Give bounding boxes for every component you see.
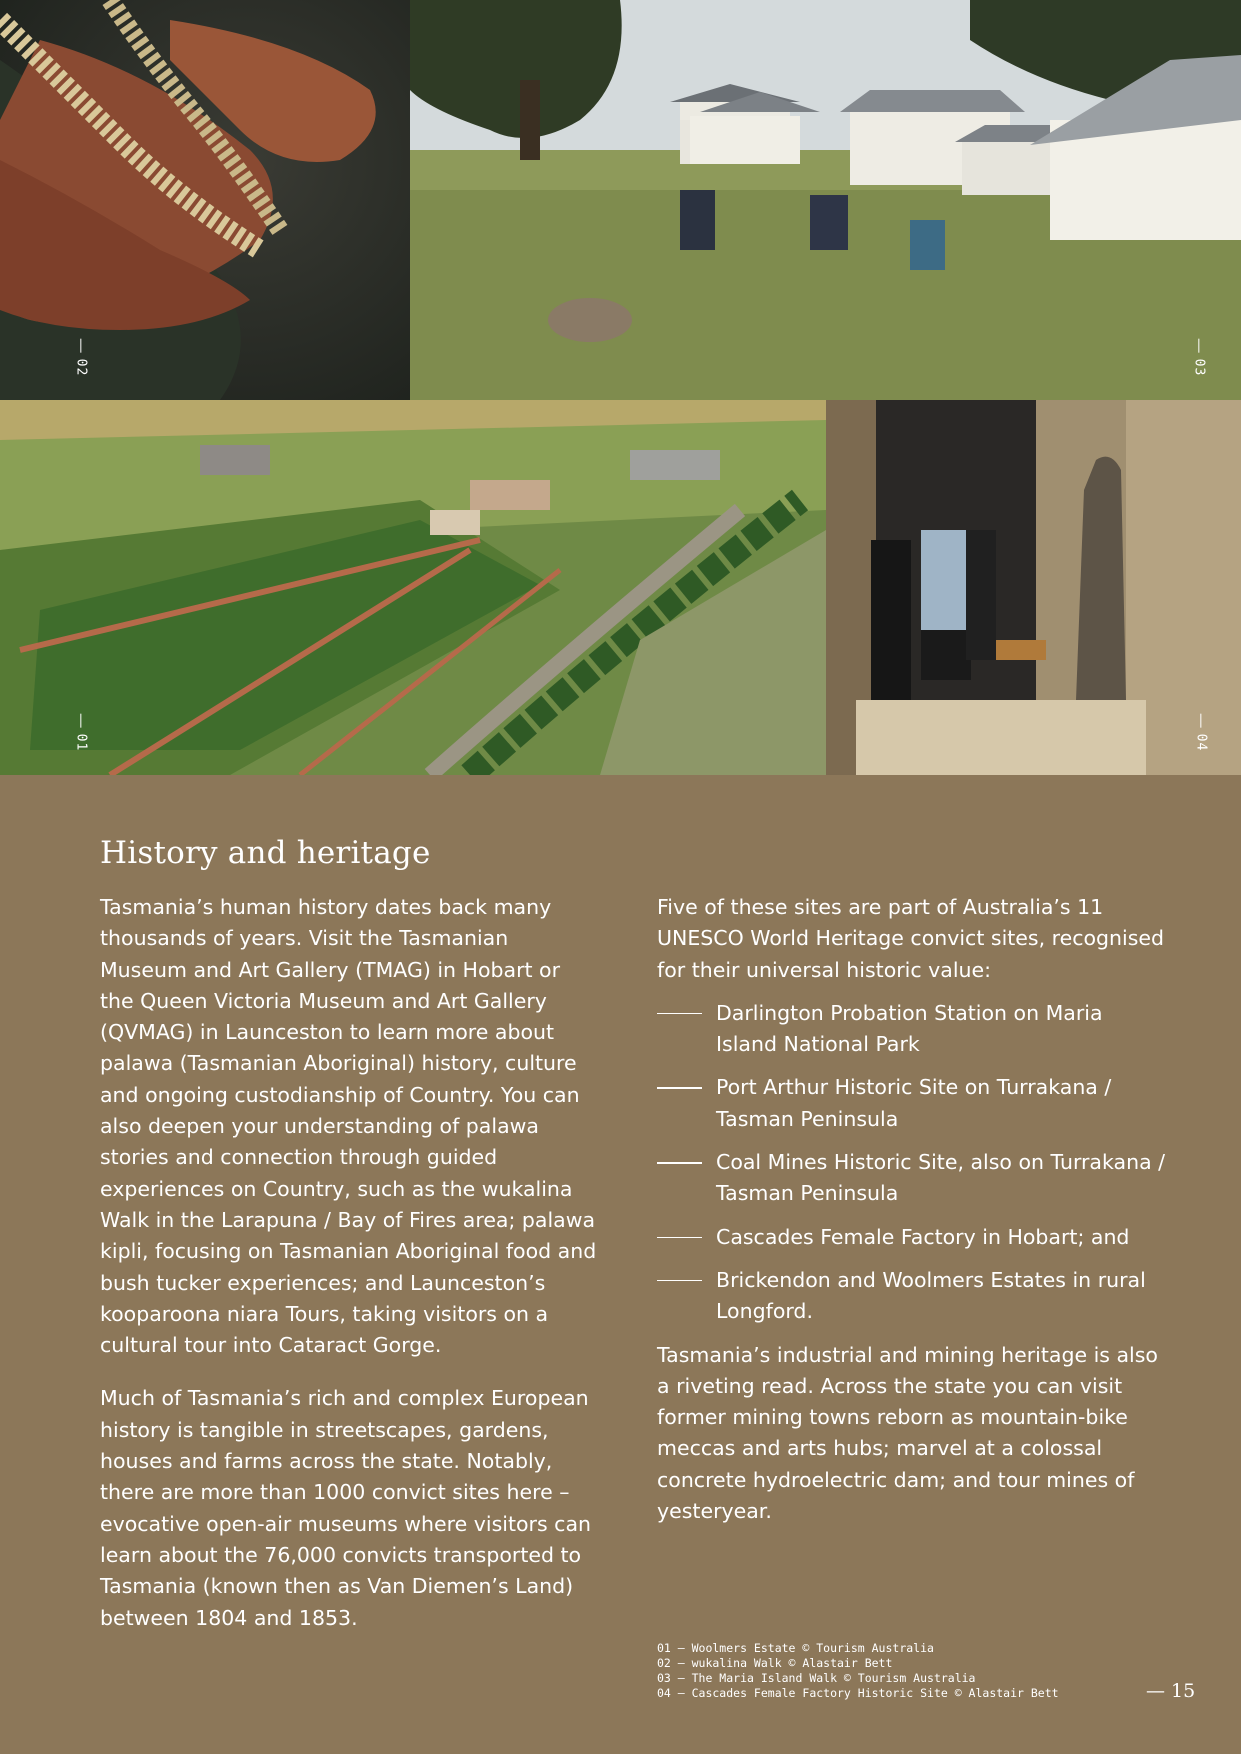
photo-number-02: 02 (73, 339, 88, 377)
right-column (657, 892, 1167, 1549)
paragraph-aboriginal-history: Tasmania’s human history dates back many thousands of years. Visit the Tasmanian Museum and Art Gallery (TMAG) in Hobart or the Queen Victoria Museum and Art Gallery (QVMAG) in Launceston to learn more about palawa (Tasmanian Aboriginal) history, culture and ongoing custodianship of Country. You can also deepen your understanding of palawa stories and connection through guided experiences on Country, such as the wukalina Walk in the Larapuna / Bay of Fires area; palawa kipli, focusing on Tasmanian Aboriginal food and bush tucker experiences; and Launceston’s kooparoona niara Tours, taking visitors on a cultural tour into Cataract Gorge. (100, 895, 597, 1358)
list-item: Darlington Probation Station on Maria Island National Park (657, 998, 1167, 1061)
credit-line: 03 — The Maria Island Walk © Tourism Australia (657, 1671, 976, 1685)
dash-icon (657, 1280, 702, 1282)
photo-wombat-field (410, 0, 1241, 400)
paragraph-european-history: Much of Tasmania’s rich and complex European history is tangible in streetscapes, gardens, houses and farms across the state. Notably, there are more than 1000 convict sites here – evocative open-air museums where visitors can learn about the 76,000 convicts transported to Tasmania (known then as Van Diemen’s Land) between 1804 and 1853. (100, 1386, 591, 1630)
left-column (100, 892, 600, 1656)
photo-number-01: 01 (73, 714, 88, 752)
photo-necklace (0, 0, 410, 400)
paragraph-unesco-intro: Five of these sites are part of Australia’s 11 UNESCO World Heritage convict sites, recognised for their universal historic value: (657, 895, 1165, 982)
dash-icon (657, 1013, 702, 1015)
photo-number-03: 03 (1191, 339, 1206, 377)
credit-line: 01 — Woolmers Estate © Tourism Australia (657, 1641, 934, 1655)
photo-credits (657, 1641, 1059, 1701)
page-number: — 15 (1146, 1680, 1196, 1702)
heritage-sites-list (657, 998, 1167, 1328)
dash-icon (657, 1162, 702, 1164)
list-item: Coal Mines Historic Site, also on Turrakana / Tasman Peninsula (657, 1147, 1167, 1210)
list-item: Cascades Female Factory in Hobart; and (657, 1222, 1167, 1253)
list-item: Brickendon and Woolmers Estates in rural Longford. (657, 1265, 1167, 1328)
credit-line: 04 — Cascades Female Factory Historic Site © Alastair Bett (657, 1686, 1059, 1700)
photo-female-factory (826, 400, 1241, 775)
dash-icon (657, 1237, 702, 1239)
credit-line: 02 — wukalina Walk © Alastair Bett (657, 1656, 893, 1670)
photo-aerial-estate (0, 400, 826, 775)
dash-icon (657, 1087, 702, 1089)
section-title: History and heritage (100, 835, 431, 871)
photo-number-04: 04 (1193, 714, 1208, 752)
list-item: Port Arthur Historic Site on Turrakana / Tasman Peninsula (657, 1072, 1167, 1135)
paragraph-industrial-heritage: Tasmania’s industrial and mining heritage is also a riveting read. Across the state you can visit former mining towns reborn as mountain-bike meccas and arts hubs; marvel at a colossal concrete hydroelectric dam; and tour mines of yesteryear. (657, 1342, 1158, 1524)
